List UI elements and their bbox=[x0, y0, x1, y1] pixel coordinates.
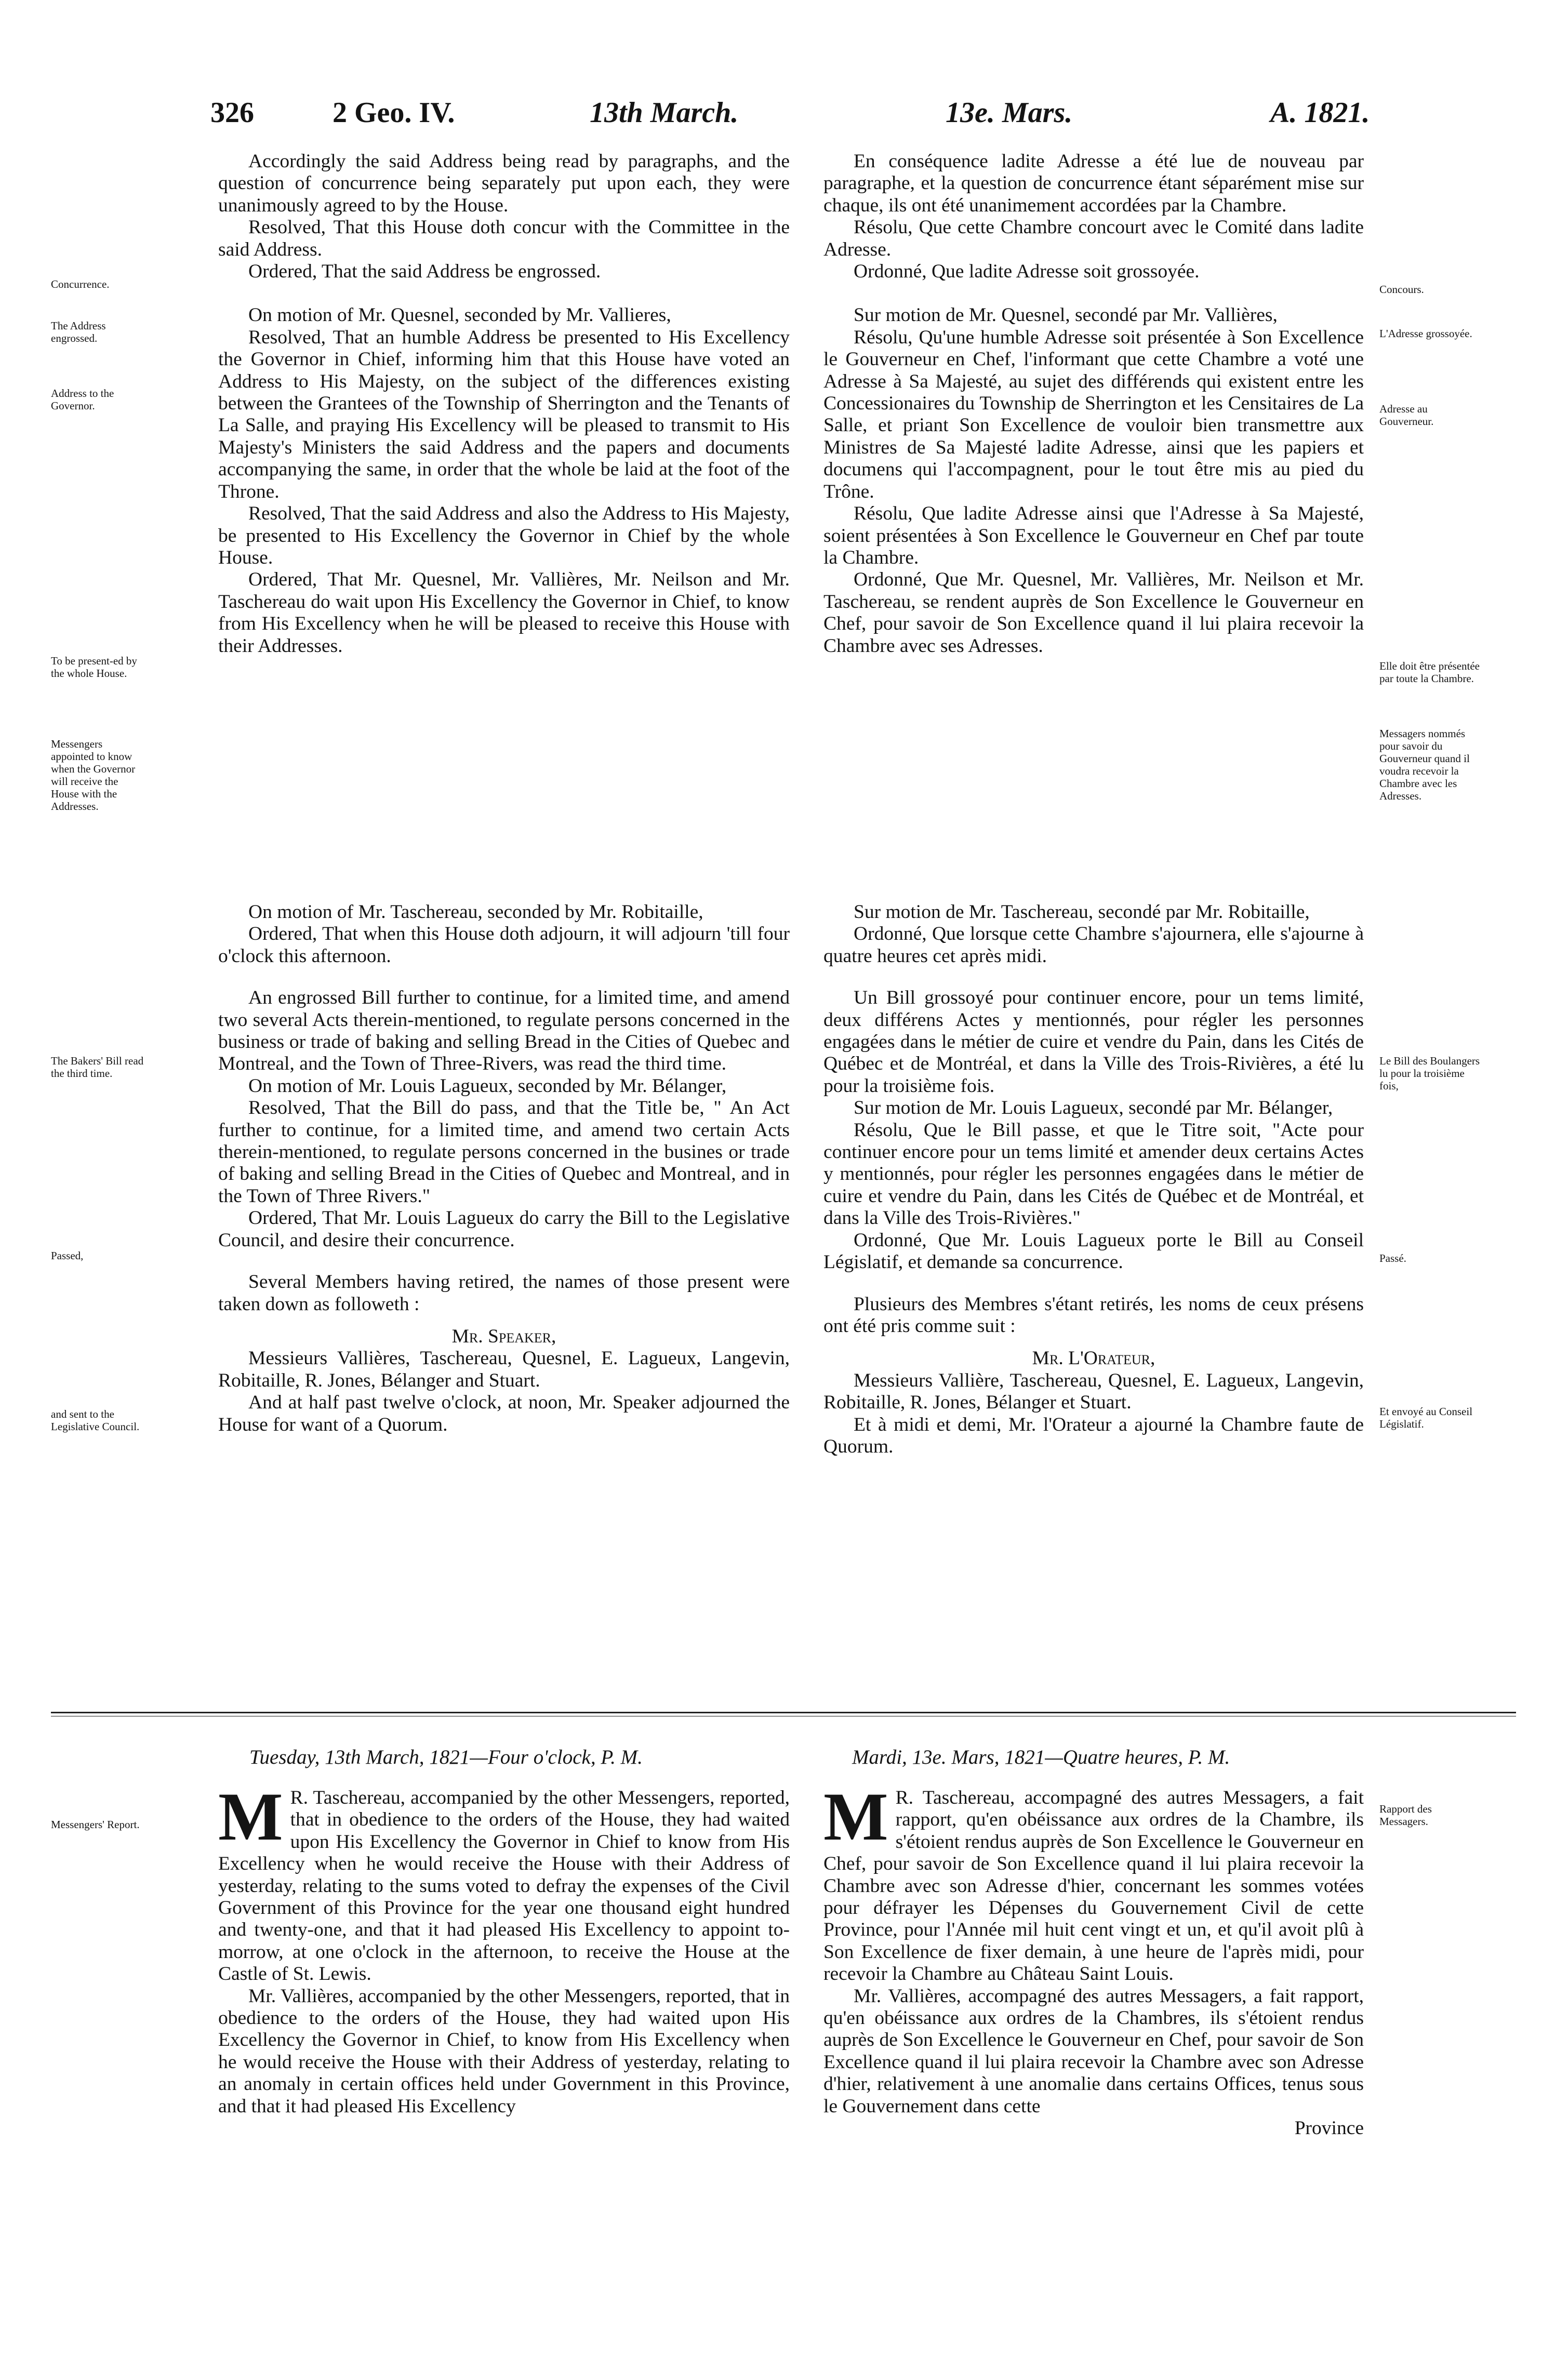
paragraph: Sur motion de Mr. Quesnel, secondé par Mr. Vallières, bbox=[854, 304, 1278, 326]
paragraph bbox=[823, 1778, 1364, 1986]
paragraph: Plusieurs des Membres s'étant retirés, les noms de ceux présens ont été pris comme suit : bbox=[823, 1293, 1364, 1337]
members-list: Messieurs Vallière, Taschereau, Quesnel, E. Lagueux, Langevin, Robitaille, R. Jones, Bélanger et Stuart. bbox=[823, 1369, 1364, 1414]
paragraph: Ordonné, Que lorsque cette Chambre s'ajournera, elle s'ajourne à quatre heures cet après midi. bbox=[823, 923, 1364, 967]
catchword: Province bbox=[1294, 2118, 1364, 2139]
paragraph bbox=[218, 1778, 790, 1986]
dateline-english: Tuesday, 13th March, 1821—Four o'clock, P. M. bbox=[249, 1746, 643, 1768]
paragraph: Ordered, That when this House doth adjourn, it will adjourn 'till four o'clock this afternoon. bbox=[218, 923, 790, 967]
paragraph: Resolved, That the Bill do pass, and that the Title be, " An Act further to continue, for a limited time, and amend two certain Acts therein-mentioned, to regulate persons concerned in the busines or trade of baking and selling Bread in the Cities of Quebec and Montreal, and in the Town of Three Rivers." bbox=[218, 1097, 790, 1207]
section-rule bbox=[51, 1712, 1516, 1713]
paragraph: Ordonné, Que Mr. Louis Lagueux porte le Bill au Conseil Législatif, et demande sa concurrence. bbox=[823, 1229, 1364, 1273]
paragraph: Accordingly the said Address being read by paragraphs, and the question of concurrence being separately put upon each, they were unanimously agreed to by the House. bbox=[218, 151, 790, 216]
margin-note: Messengers appointed to know when the Governor will receive the House with the Addresses. bbox=[51, 738, 136, 813]
english-column-top bbox=[218, 151, 790, 657]
year: A. 1821. bbox=[1270, 97, 1370, 129]
french-column-top bbox=[823, 151, 1364, 657]
margin-note: The Address engrossed. bbox=[51, 319, 106, 344]
margin-note: Rapport des Messagers. bbox=[1379, 1803, 1432, 1828]
members-list: Messieurs Vallières, Taschereau, Quesnel, E. Lagueux, Langevin, Robitaille, R. Jones, Bélanger and Stuart. bbox=[218, 1348, 790, 1391]
paragraph: Résolu, Que le Bill passe, et que le Titre soit, "Acte pour continuer encore pour un tems limité et amender deux certains Actes y mentionnés, pour régler les personnes engagées dans le métier de cuire et vendre du Pain, dans les Cités de Québec et de Montréal, et dans la Ville des Trois-Rivières." bbox=[823, 1119, 1364, 1229]
paragraph: En conséquence ladite Adresse a été lue de nouveau par paragraphe, et la question de concurrence étant séparément mise sur chaque, ils ont été unanimement accordées par la Chambre. bbox=[823, 151, 1364, 216]
paragraph: Résolu, Qu'une humble Adresse soit présentée à Son Excellence le Gouverneur en Chef, l'informant que cette Chambre a voté une Adresse à Sa Majesté, au sujet des différends qui existent entre les Concessionaires du Township de Sherrington et les Censitaires de La Salle, et priant Son Excellence de vouloir bien transmettre aux Ministres de Sa Majesté ladite Adresse, ainsi que les papiers et documens qui l'accompagnent, pour le tout être mis au pied du Trône. bbox=[823, 326, 1364, 502]
paragraph-text: R. Taschereau, accompagné des autres Messagers, a fait rapport, qu'en obéissance aux ordres de la Chambre, ils s'étoient rendus auprès de Son Excellence le Gouverneur en Chef, pour savoir de Son Excellence quand il lui plaira recevoir la Chambre avec son Adresse d'hier, concernant les sommes votées pour défrayer les Dépenses du Gouvernement Civil de cette Province, pour l'Année mil huit cent vingt et un, et qu'il avoit plû à Son Excellence de fixer demain, à une heure de l'après midi, pour recevoir la Chambre au Château Saint Louis. bbox=[823, 1787, 1364, 1985]
paragraph: Un Bill grossoyé pour continuer encore, pour un tems limité, deux différens Actes y mentionnés, pour régler les personnes engagées dans le métier de cuire et vendre du Pain, dans les Cités de Québec et de Montréal, et dans la Ville des Trois-Rivières, a été lu pour la troisième fois. bbox=[823, 987, 1364, 1097]
french-column-bottom bbox=[823, 1778, 1364, 2140]
paragraph: Sur motion de Mr. Louis Lagueux, secondé par Mr. Bélanger, bbox=[854, 1097, 1333, 1119]
paragraph: Resolved, That the said Address and also the Address to His Majesty, be presented to His Excellency the Governor in Chief by the whole House. bbox=[218, 503, 790, 568]
paragraph: Ordered, That Mr. Quesnel, Mr. Vallières, Mr. Neilson and Mr. Taschereau do wait upon His Excellency the Governor in Chief, to know from His Excellency when he will be pleased to receive this House with their Addresses. bbox=[218, 569, 790, 657]
margin-note: Passé. bbox=[1379, 1252, 1406, 1264]
paragraph: On motion of Mr. Quesnel, seconded by Mr. Vallieres, bbox=[248, 304, 671, 326]
drop-cap: M bbox=[823, 1778, 888, 1855]
paragraph: An engrossed Bill further to continue, for a limited time, and amend two several Acts therein-mentioned, to regulate persons concerned in the business or trade of baking and selling Bread in the Cities of Quebec and Montreal, and the Town of Three-Rivers, was read the third time. bbox=[218, 987, 790, 1075]
paragraph: Résolu, Que ladite Adresse ainsi que l'Adresse à Sa Majesté, soient présentées à Son Excellence le Gouverneur en Chef par toute la Chambre. bbox=[823, 503, 1364, 568]
french-column-middle bbox=[823, 901, 1364, 1458]
page-number: 326 bbox=[210, 97, 254, 129]
margin-note: Concours. bbox=[1379, 283, 1424, 296]
paragraph: And at half past twelve o'clock, at noon, Mr. Speaker adjourned the House for want of a Quorum. bbox=[218, 1392, 790, 1435]
margin-note: Concurrence. bbox=[51, 278, 110, 290]
english-column-middle bbox=[218, 901, 790, 1436]
drop-cap: M bbox=[218, 1778, 283, 1855]
margin-note: Messengers' Report. bbox=[51, 1818, 140, 1831]
paragraph: Several Members having retired, the names of those present were taken down as followeth : bbox=[218, 1271, 790, 1315]
paragraph: Ordonné, Que ladite Adresse soit grossoyée. bbox=[854, 261, 1200, 283]
paragraph: Ordonné, Que Mr. Quesnel, Mr. Vallières, Mr. Neilson et Mr. Taschereau, se rendent auprès de Son Excellence le Gouverneur en Chef, pour savoir de Son Excellence quand il lui plaira recevoir la Chambre avec ses Adresses. bbox=[823, 569, 1364, 657]
paragraph: Mr. Vallières, accompanied by the other Messengers, reported, that in obedience to the orders of the House, they had waited upon His Excellency the Governor in Chief, to know from His Excellency when he would receive the House with their Address of yesterday, relating to an anomaly in certain offices held under Government in this Province, and that it had pleased His Excellency bbox=[218, 1985, 790, 2117]
margin-note: Le Bill des Boulangers lu pour la troisième fois, bbox=[1379, 1055, 1480, 1092]
paragraph: On motion of Mr. Taschereau, seconded by Mr. Robitaille, bbox=[248, 901, 703, 923]
paragraph: Ordered, That Mr. Louis Lagueux do carry the Bill to the Legislative Council, and desire their concurrence. bbox=[218, 1207, 790, 1251]
date-french: 13e. Mars. bbox=[946, 97, 1073, 129]
speaker-line: Mr. Speaker, bbox=[451, 1325, 556, 1347]
paragraph: Ordered, That the said Address be engrossed. bbox=[248, 261, 601, 283]
margin-note: Messagers nommés pour savoir du Gouverneur quand il voudra recevoir la Chambre avec les Adresses. bbox=[1379, 727, 1470, 802]
paragraph: On motion of Mr. Louis Lagueux, seconded by Mr. Bélanger, bbox=[248, 1075, 727, 1097]
paragraph: Resolved, That an humble Address be presented to His Excellency the Governor in Chief, informing him that this House have voted an Address to His Majesty, on the subject of the differences existing between the Grantees of the Township of Sherrington and the Tenants of La Salle, and praying His Excellency will be pleased to transmit to His Majesty's Ministers the said Address and the papers and documents accompanying the same, in order that the whole be laid at the foot of the Throne. bbox=[218, 326, 790, 502]
margin-note: Passed, bbox=[51, 1249, 84, 1262]
english-column-bottom bbox=[218, 1778, 790, 2118]
margin-note: and sent to the Legislative Council. bbox=[51, 1408, 140, 1433]
paragraph: Résolu, Que cette Chambre concourt avec le Comité dans ladite Adresse. bbox=[823, 217, 1364, 260]
margin-note: To be present-ed by the whole House. bbox=[51, 655, 137, 680]
speaker-line: Mr. L'Orateur, bbox=[1032, 1348, 1155, 1369]
dateline-french: Mardi, 13e. Mars, 1821—Quatre heures, P. M. bbox=[852, 1746, 1230, 1768]
margin-note: L'Adresse grossoyée. bbox=[1379, 327, 1472, 340]
paragraph: Et à midi et demi, Mr. l'Orateur a ajourné la Chambre faute de Quorum. bbox=[823, 1414, 1364, 1457]
margin-note: Adresse au Gouverneur. bbox=[1379, 403, 1434, 428]
margin-note: Et envoyé au Conseil Législatif. bbox=[1379, 1405, 1473, 1430]
paragraph: Mr. Vallières, accompagné des autres Messagers, a fait rapport, qu'en obéissance aux ordres de la Chambres, ils s'étoient rendus auprès de Son Excellence le Gouverneur en Chef, pour savoir de Son Excellence quand il lui plaira recevoir la Chambre avec son Adresse d'hier, relativement à une anomalie dans certains Offices, tenus sous le Gouvernement dans cette bbox=[823, 1985, 1364, 2117]
margin-note: The Bakers' Bill read the third time. bbox=[51, 1055, 144, 1080]
date-english: 13th March. bbox=[590, 97, 739, 129]
margin-note: Elle doit être présentée par toute la Chambre. bbox=[1379, 660, 1480, 685]
reign: 2 Geo. IV. bbox=[333, 97, 455, 129]
margin-note: Address to the Governor. bbox=[51, 387, 114, 412]
paragraph-text: R. Taschereau, accompanied by the other Messengers, reported, that in obedience to the orders of the House, they had waited upon His Excellency the Governor in Chief to know from His Excellency when he would receive the House with their Address of yesterday, relating to the sums voted to defray the expenses of the Civil Government of this Province for the year one thousand eight hundred and twenty-one, and that it had pleased His Excellency to appoint to-morrow, at one o'clock in the afternoon, to receive the House at the Castle of St. Lewis. bbox=[218, 1787, 790, 1985]
paragraph: Sur motion de Mr. Taschereau, secondé par Mr. Robitaille, bbox=[854, 901, 1310, 923]
paragraph: Resolved, That this House doth concur with the Committee in the said Address. bbox=[218, 217, 790, 260]
